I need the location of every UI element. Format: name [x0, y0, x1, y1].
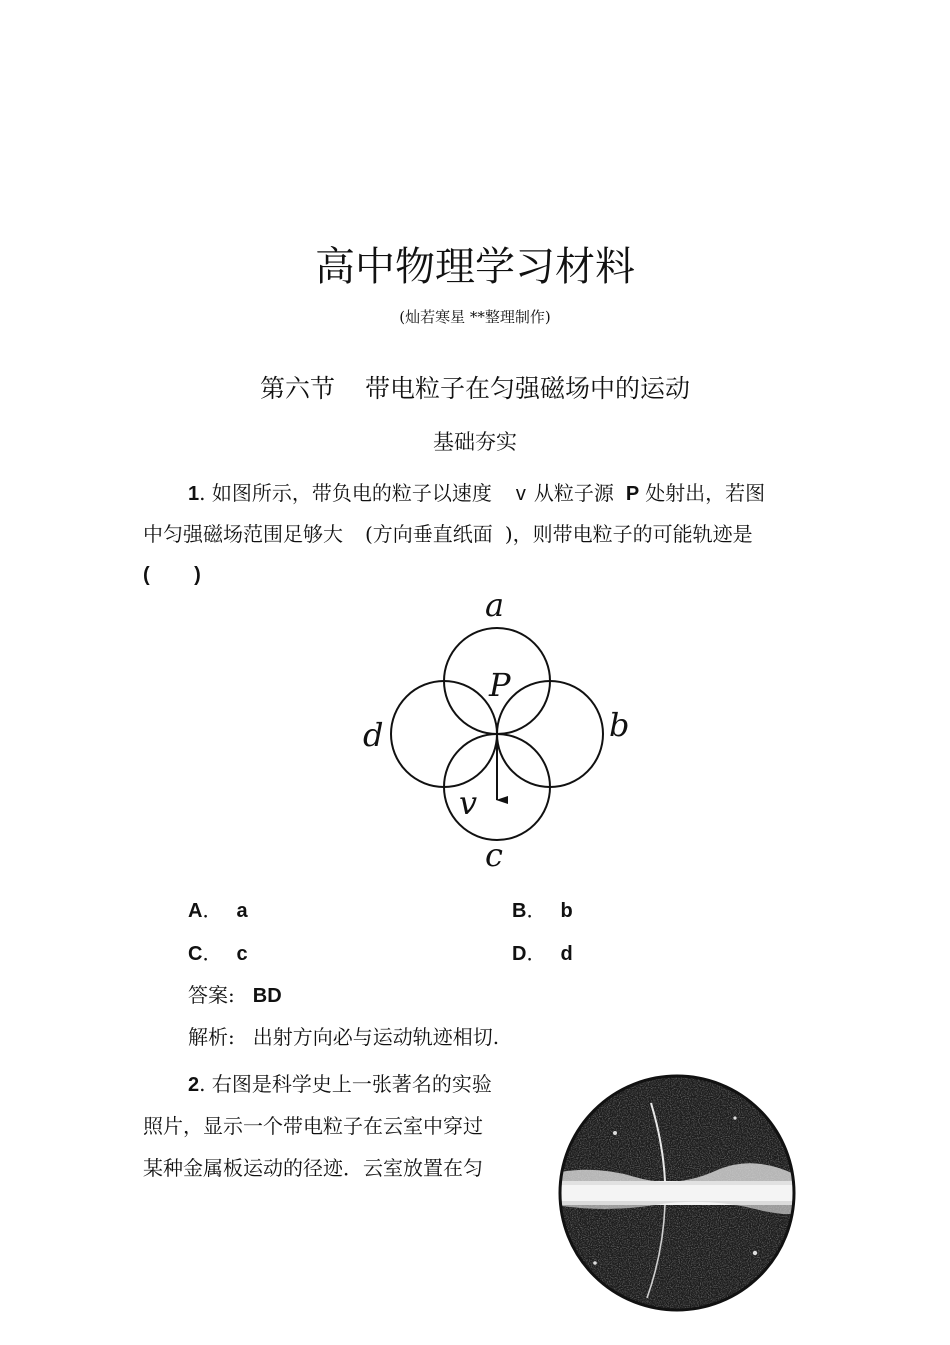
option-text: d: [560, 943, 573, 965]
document-title: 高中物理学习材料: [315, 244, 635, 290]
answer-line: [188, 979, 282, 1008]
question1-text-part: )，则带电粒子的可能轨迹是: [504, 522, 753, 546]
sub-heading: 基础夯实: [433, 430, 517, 454]
question1-number: 1: [188, 483, 200, 505]
option-label: C: [188, 943, 203, 965]
analysis-line: [188, 1021, 499, 1050]
question1-var-v: v: [515, 483, 526, 505]
analysis-text: 出射方向必与运动轨迹相切.: [252, 1025, 500, 1049]
answer-label: 答案:: [188, 983, 235, 1007]
question1-text-part: 中匀强磁场范围足够大: [143, 522, 343, 546]
question2-line2: 照片，显示一个带电粒子在云室中穿过: [143, 1114, 483, 1138]
label-a: a: [485, 588, 505, 624]
circle-b: [497, 681, 603, 787]
option-c: C． c: [188, 943, 248, 965]
label-b: b: [609, 706, 630, 744]
document-subtitle: (灿若寒星 **整理制作): [399, 308, 551, 326]
option-text: a: [236, 900, 248, 922]
option-d: D． d: [512, 943, 573, 965]
answer-blank: ( ): [143, 564, 201, 586]
option-a: A． a: [188, 900, 248, 922]
question1-line2: [143, 518, 753, 547]
label-p: P: [489, 666, 511, 704]
label-c: c: [485, 836, 503, 874]
question1-text-part: . 如图所示，带负电的粒子以速度: [199, 481, 492, 505]
analysis-label: 解析:: [188, 1025, 235, 1049]
cloud-chamber-photo: [555, 1073, 800, 1313]
option-text: b: [560, 900, 573, 922]
question2-line1: [188, 1068, 492, 1097]
question1-text-part: (方向垂直纸面: [365, 522, 493, 546]
option-label: B: [512, 900, 527, 922]
section-number: 第六节: [259, 374, 335, 403]
question1-line1: [188, 477, 765, 506]
section-heading: [0, 369, 950, 405]
question2-text-part: . 右图是科学史上一张著名的实验: [199, 1072, 492, 1096]
trajectory-figure: [355, 588, 655, 878]
question1-text-part: 从粒子源: [533, 481, 614, 505]
option-text: c: [236, 943, 248, 965]
option-b: B． b: [512, 900, 573, 922]
question2-number: 2: [188, 1074, 200, 1096]
option-label: A: [188, 900, 203, 922]
question2-line3: 某种金属板运动的径迹．云室放置在匀: [143, 1156, 483, 1180]
section-title: 带电粒子在匀强磁场中的运动: [365, 374, 691, 403]
circle-d: [391, 681, 497, 787]
label-v: v: [459, 784, 478, 822]
answer-value: BD: [252, 985, 282, 1007]
question1-text-part: 处射出，若图: [645, 481, 766, 505]
label-d: d: [363, 716, 384, 754]
option-label: D: [512, 943, 527, 965]
question1-var-p: P: [625, 483, 640, 505]
